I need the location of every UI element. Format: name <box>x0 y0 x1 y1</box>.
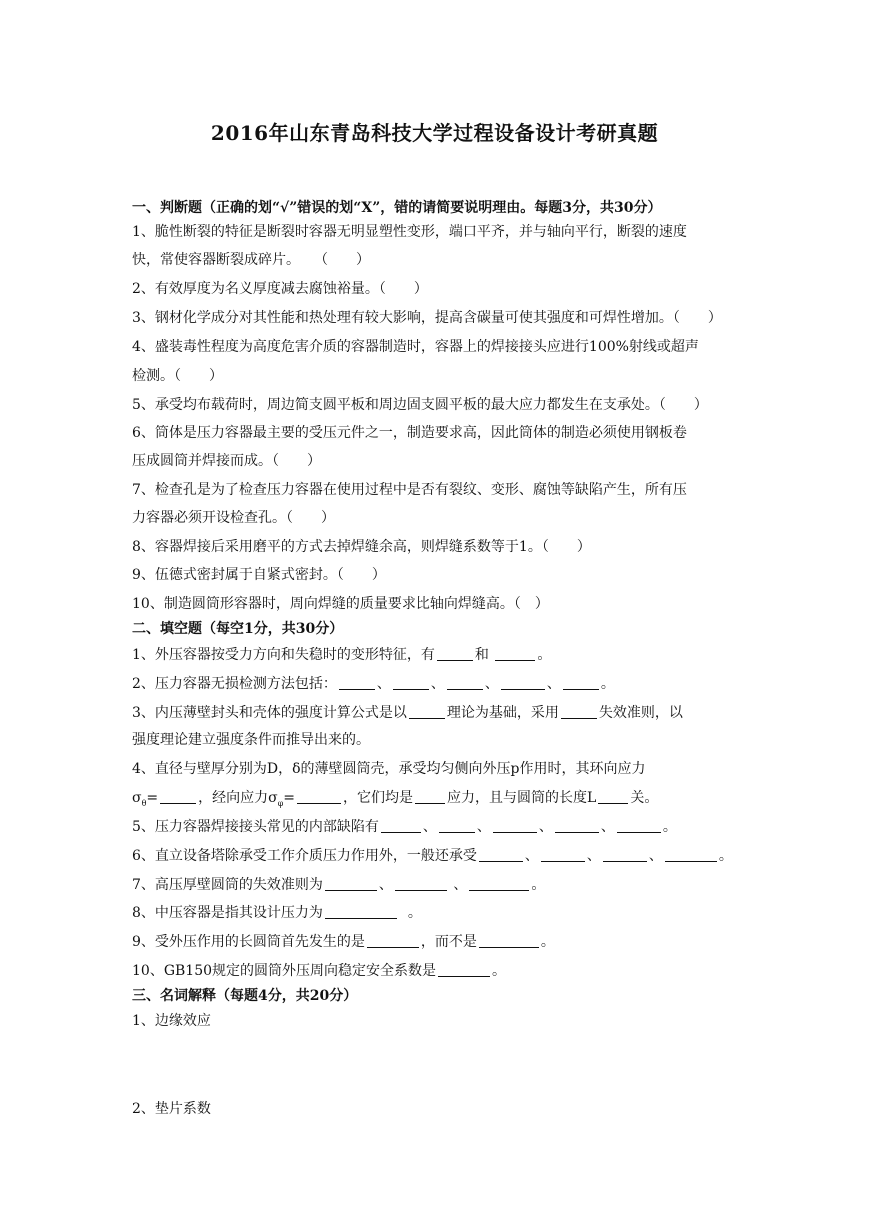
answer-blank[interactable] <box>415 789 445 804</box>
fill-item-1: 1、外压容器按受力方向和失稳时的变形特征，有 和 。 <box>132 647 552 663</box>
fill-item-2: 2、压力容器无损检测方法包括： 、 、 、 、 。 <box>132 676 615 692</box>
answer-blank[interactable] <box>617 818 661 833</box>
judge-item-10: 10、制造圆筒形容器时，周向焊缝的质量要求比轴向焊缝高。（ ） <box>132 596 549 612</box>
fill-item-3b: 强度理论建立强度条件而推导出来的。 <box>132 732 370 748</box>
judge-item-4b: 检测。（ ） <box>132 368 223 384</box>
answer-blank[interactable] <box>561 704 597 719</box>
judge-item-5: 5、承受均布载荷时，周边简支圆平板和周边固支圆平板的最大应力都发生在支承处。（ ） <box>132 397 708 413</box>
answer-blank[interactable] <box>409 704 445 719</box>
answer-blank[interactable] <box>395 876 447 891</box>
judge-item-6b: 压成圆筒并焊接而成。（ ） <box>132 453 321 469</box>
answer-blank[interactable] <box>479 933 539 948</box>
fill-item-8: 8、中压容器是指其设计压力为 。 <box>132 905 422 921</box>
answer-blank[interactable] <box>325 876 377 891</box>
judge-item-9: 9、伍德式密封属于自紧式密封。（ ） <box>132 567 386 583</box>
answer-blank[interactable] <box>339 675 375 690</box>
answer-blank[interactable] <box>367 933 419 948</box>
answer-blank[interactable] <box>495 646 535 661</box>
answer-blank[interactable] <box>501 675 545 690</box>
answer-blank[interactable] <box>598 789 628 804</box>
fill-item-3a: 3、内压薄壁封头和壳体的强度计算公式是以 理论为基础，采用 失效准则，以 <box>132 705 683 721</box>
answer-blank[interactable] <box>393 675 429 690</box>
judge-item-1b: 快，常使容器断裂成碎片。 （ ） <box>132 252 370 268</box>
judge-item-7a: 7、检查孔是为了检查压力容器在使用过程中是否有裂纹、变形、腐蚀等缺陷产生，所有压 <box>132 482 687 498</box>
answer-blank[interactable] <box>479 847 523 862</box>
answer-blank[interactable] <box>325 904 397 919</box>
judge-item-7b: 力容器必须开设检查孔。（ ） <box>132 510 335 526</box>
term-item-1: 1、边缘效应 <box>132 1013 211 1029</box>
judge-item-1a: 1、脆性断裂的特征是断裂时容器无明显塑性变形，端口平齐，并与轴向平行，断裂的速度 <box>132 224 687 240</box>
page-title: 2016年山东青岛科技大学过程设备设计考研真题 <box>210 121 659 145</box>
judge-item-3: 3、钢材化学成分对其性能和热处理有较大影响，提高含碳量可使其强度和可焊性增加。（ ） <box>132 310 722 326</box>
answer-blank[interactable] <box>439 818 475 833</box>
term-item-2: 2、垫片系数 <box>132 1101 211 1117</box>
answer-blank[interactable] <box>563 675 599 690</box>
answer-blank[interactable] <box>160 789 196 804</box>
answer-blank[interactable] <box>555 818 599 833</box>
answer-blank[interactable] <box>493 818 537 833</box>
judge-item-8: 8、容器焊接后采用磨平的方式去掉焊缝余高，则焊缝系数等于1。（ ） <box>132 539 591 555</box>
section-heading-fill: 二、填空题（每空1分，共30分） <box>132 621 344 637</box>
fill-item-10: 10、GB150规定的圆筒外压周向稳定安全系数是 。 <box>132 963 507 979</box>
answer-blank[interactable] <box>447 675 483 690</box>
fill-item-9: 9、受外压作用的长圆筒首先发生的是 ，而不是 。 <box>132 934 555 950</box>
answer-blank[interactable] <box>541 847 585 862</box>
fill-item-4b: $\sigma_\theta=$ ，经向应力$\sigma_\varphi=$ ，它们均是 应力，且与圆筒的长度L 关。 <box>132 790 659 808</box>
answer-blank[interactable] <box>665 847 717 862</box>
fill-item-7: 7、高压厚壁圆筒的失效准则为 、 、 。 <box>132 877 546 893</box>
fill-item-6: 6、直立设备塔除承受工作介质压力作用外，一般还承受 、 、 、 。 <box>132 848 733 864</box>
answer-blank[interactable] <box>297 789 341 804</box>
fill-item-4a: 4、直径与壁厚分别为D，δ的薄壁圆筒壳，承受均匀侧向外压p作用时，其环向应力 <box>132 761 646 777</box>
answer-blank[interactable] <box>469 876 529 891</box>
fill-item-5: 5、压力容器焊接接头常见的内部缺陷有 、 、 、 、 。 <box>132 819 677 835</box>
section-heading-judge: 一、判断题（正确的划“√”错误的划“X”，错的请简要说明理由。每题3分，共30分） <box>132 200 662 216</box>
answer-blank[interactable] <box>437 646 473 661</box>
answer-blank[interactable] <box>438 962 490 977</box>
answer-blank[interactable] <box>381 818 421 833</box>
answer-blank[interactable] <box>603 847 647 862</box>
judge-item-4a: 4、盛装毒性程度为高度危害介质的容器制造时，容器上的焊接接头应进行100%射线或超声 <box>132 339 699 355</box>
judge-item-2: 2、有效厚度为名义厚度减去腐蚀裕量。（ ） <box>132 281 428 297</box>
judge-item-6a: 6、筒体是压力容器最主要的受压元件之一，制造要求高，因此筒体的制造必须使用钢板卷 <box>132 425 687 441</box>
section-heading-terms: 三、名词解释（每题4分，共20分） <box>132 988 358 1004</box>
